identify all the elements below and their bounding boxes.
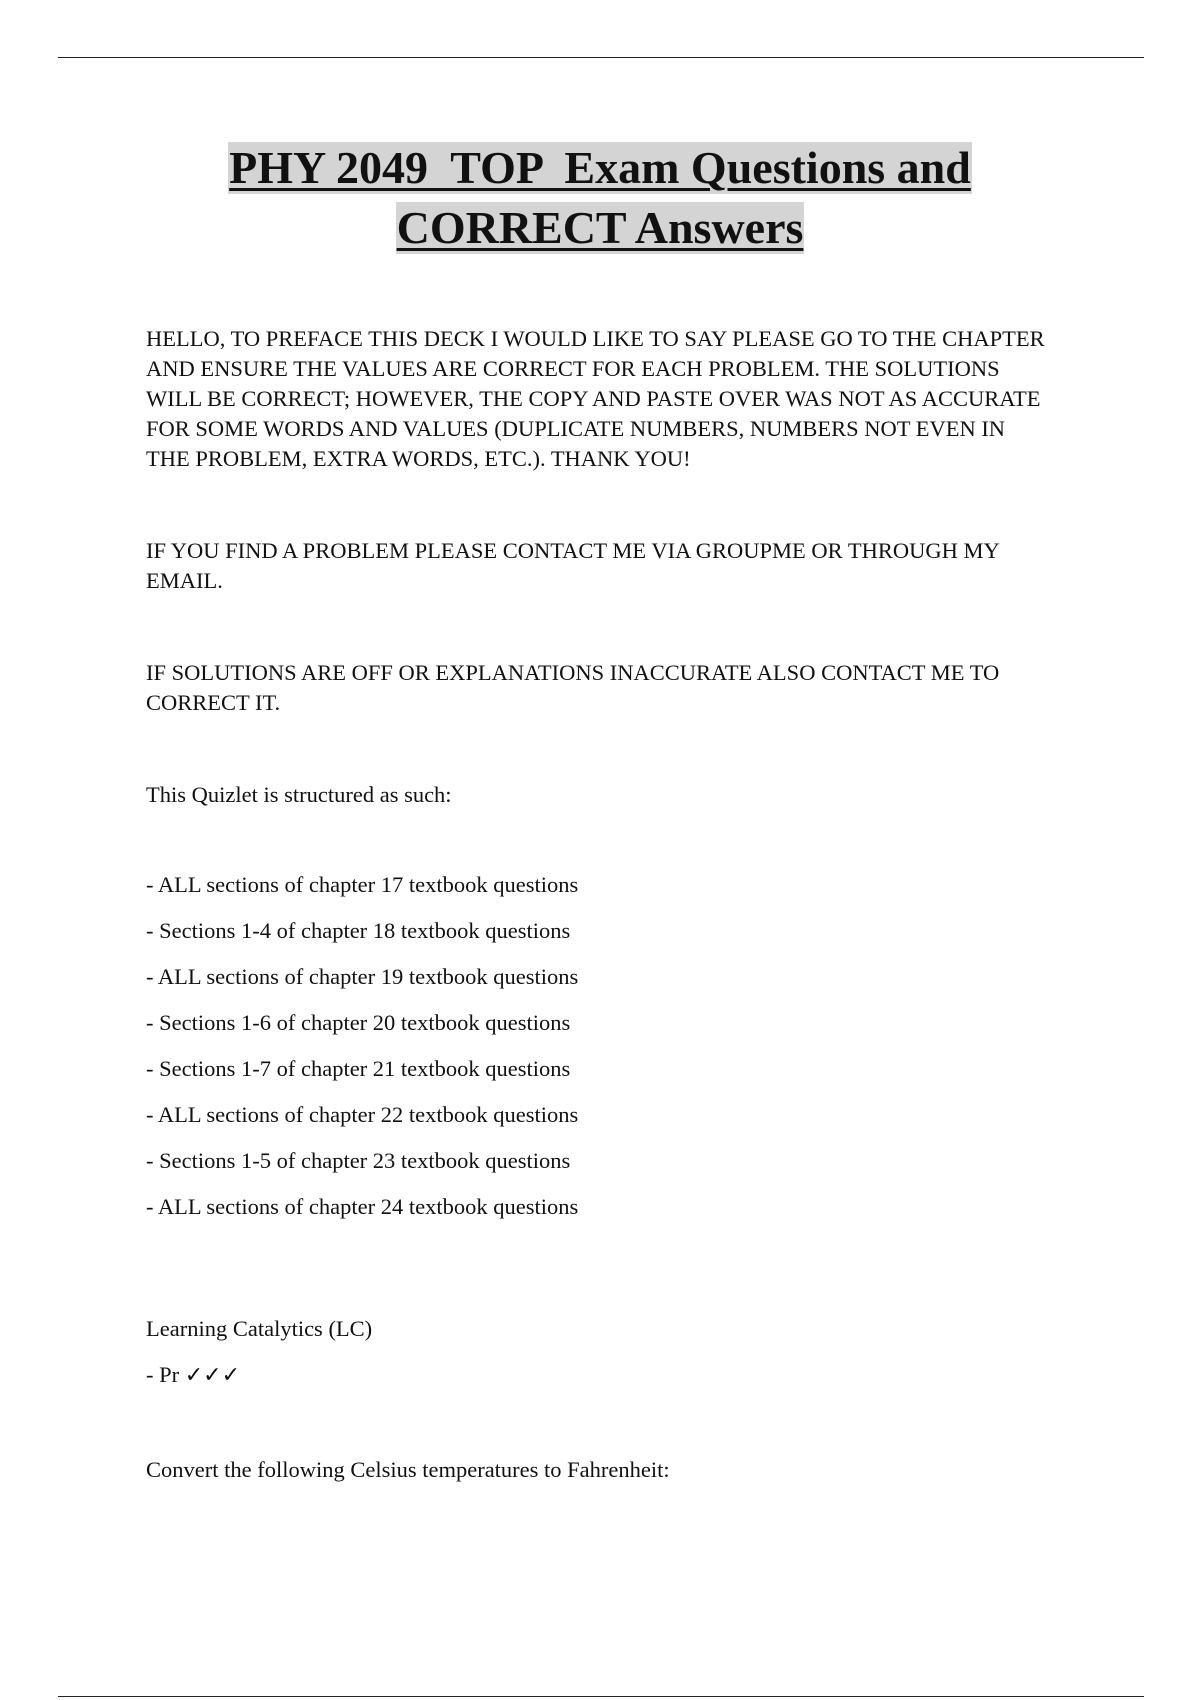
section-item: - Sections 1-4 of chapter 18 textbook questions: [146, 918, 571, 943]
top-rule: [58, 57, 1144, 58]
section-item: - Sections 1-5 of chapter 23 textbook questions: [146, 1148, 571, 1173]
section-item: - ALL sections of chapter 24 textbook questions: [146, 1194, 579, 1219]
contact-problem-paragraph: IF YOU FIND A PROBLEM PLEASE CONTACT ME VIA GROUPME OR THROUGH MY EMAIL.: [146, 538, 999, 593]
title-line-1: PHY 2049 TOP Exam Questions and: [229, 142, 971, 193]
checkmarks-icon: ✓✓✓: [184, 1363, 241, 1388]
section-list: [146, 870, 1046, 1222]
bottom-rule: [58, 1696, 1144, 1697]
structure-intro: This Quizlet is structured as such:: [146, 782, 452, 807]
title-line-2: CORRECT Answers: [396, 202, 804, 253]
preface-paragraph: HELLO, TO PREFACE THIS DECK I WOULD LIKE TO SAY PLEASE GO TO THE CHAPTER AND ENSURE THE VALUES ARE CORRECT FOR EACH PROBLEM. THE SOLUTIONS WILL BE CORRECT; HOWEVER, THE COPY AND PASTE OVER WAS NOT AS ACCURATE FOR SOME WORDS AND VALUES (DUPLICATE NUMBERS, NUMBERS NOT EVEN IN THE PROBLEM, EXTRA WORDS, ETC.). THANK YOU!: [146, 326, 1045, 471]
section-item: - ALL sections of chapter 17 textbook questions: [146, 872, 579, 897]
section-item: - Sections 1-6 of chapter 20 textbook questions: [146, 1010, 571, 1035]
contact-solutions-paragraph: IF SOLUTIONS ARE OFF OR EXPLANATIONS INACCURATE ALSO CONTACT ME TO CORRECT IT.: [146, 660, 1000, 715]
document-body: [146, 324, 1046, 1485]
section-item: - ALL sections of chapter 19 textbook questions: [146, 964, 579, 989]
lc-item-prefix: - Pr: [146, 1362, 185, 1387]
section-item: - ALL sections of chapter 22 textbook questions: [146, 1102, 579, 1127]
lc-heading: Learning Catalytics (LC): [146, 1316, 373, 1341]
convert-prompt: Convert the following Celsius temperatures to Fahrenheit:: [146, 1457, 670, 1482]
document-title: [0, 142, 1200, 262]
lc-item: [146, 1360, 1046, 1391]
section-item: - Sections 1-7 of chapter 21 textbook questions: [146, 1056, 571, 1081]
